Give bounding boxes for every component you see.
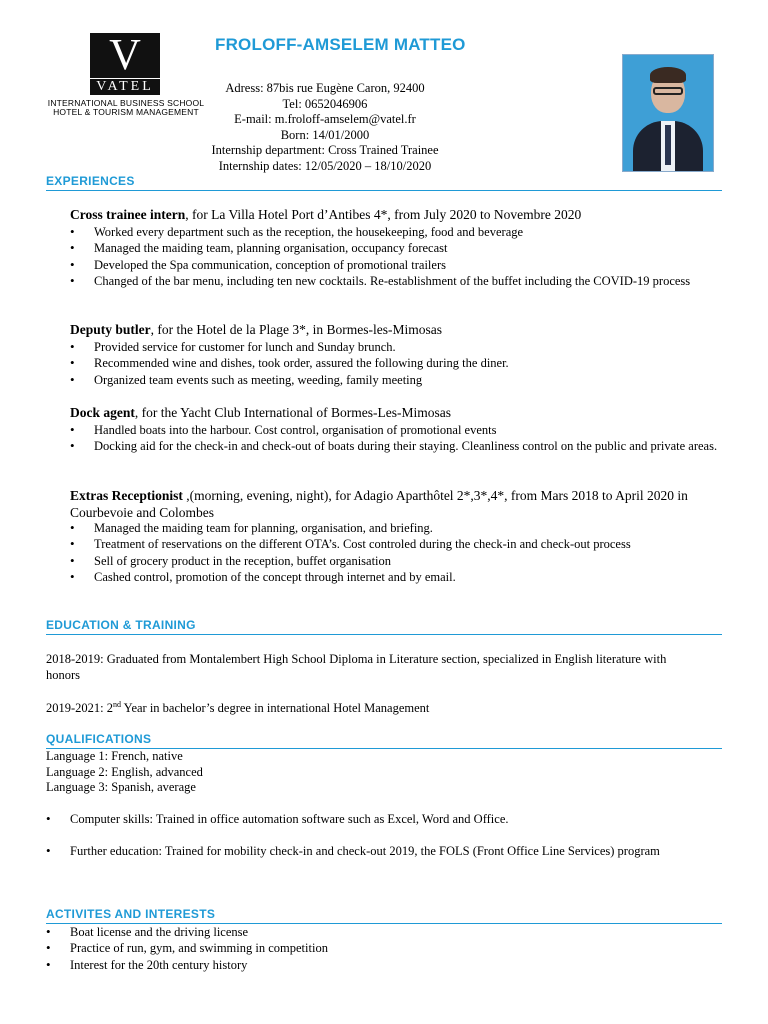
job-title-3: Dock agent, for the Yacht Club International of Bormes-Les-Mimosas xyxy=(70,405,451,420)
job-3-bullets xyxy=(70,422,722,455)
language-item: Language 1: French, native xyxy=(46,749,183,763)
list-item: • Managed the maiding team, planning organisation, occupancy forecast xyxy=(70,240,722,256)
list-item: • Cashed control, promotion of the concept through internet and by email. xyxy=(70,569,722,585)
candidate-name: FROLOFF-AMSELEM MATTEO xyxy=(215,35,466,54)
contact-birth: Born: 14/01/2000 xyxy=(280,127,370,142)
list-item: • Treatment of reservations on the different OTA’s. Cost controled during the check-in and check-out process xyxy=(70,536,722,552)
job-4-bullets xyxy=(70,520,722,586)
education-item-1: 2018-2019: Graduated from Montalembert High School Diploma in Literature section, specialized in English literature with honors xyxy=(46,652,667,683)
contact-email: E-mail: m.froloff-amselem@vatel.fr xyxy=(234,112,416,126)
contact-block xyxy=(190,81,460,174)
education-rule xyxy=(46,634,722,635)
list-item: • Practice of run, gym, and swimming in competition xyxy=(46,940,722,956)
list-item: • Organized team events such as meeting, weeding, family meeting xyxy=(70,372,722,388)
list-item: • Recommended wine and dishes, took order, assured the following during the diner. xyxy=(70,355,722,371)
language-item: Language 3: Spanish, average xyxy=(46,780,196,794)
list-item: • Managed the maiding team for planning, organisation, and briefing. xyxy=(70,520,722,536)
education-heading: EDUCATION & TRAINING xyxy=(46,618,196,632)
experiences-heading: EXPERIENCES xyxy=(46,174,135,188)
list-item: • Interest for the 20th century history xyxy=(46,957,722,973)
activities-heading: ACTIVITES AND INTERESTS xyxy=(46,907,216,921)
contact-department: Internship department: Cross Trained Trainee xyxy=(211,143,439,157)
job-2-bullets xyxy=(70,339,722,388)
list-item: • Changed of the bar menu, including ten new cocktails. Re-establishment of the buffet including the COVID-19 process xyxy=(70,273,722,289)
education-item-2: 2019-2021: 2nd Year in bachelor’s degree in international Hotel Management xyxy=(46,700,430,716)
logo-letter: V xyxy=(109,30,141,79)
list-item: • Handled boats into the harbour. Cost control, organisation of promotional events xyxy=(70,422,722,438)
further-education xyxy=(46,843,722,859)
language-item: Language 2: English, advanced xyxy=(46,764,203,779)
logo-tagline-1: INTERNATIONAL BUSINESS SCHOOL xyxy=(47,98,205,108)
job-title-1: Cross trainee intern, for La Villa Hotel Port d’Antibes 4*, from July 2020 to Novembre 2020 xyxy=(70,207,582,222)
qualifications-heading: QUALIFICATIONS xyxy=(46,732,152,746)
logo-wordmark: VATEL xyxy=(90,78,160,95)
list-item: • Sell of grocery product in the reception, buffet organisation xyxy=(70,553,722,569)
list-item: • Boat license and the driving license xyxy=(46,924,722,940)
contact-phone: Tel: 0652046906 xyxy=(282,96,368,111)
list-item: • Developed the Spa communication, conception of promotional trailers xyxy=(70,257,722,273)
contact-address: Adress: 87bis rue Eugène Caron, 92400 xyxy=(225,81,425,95)
list-item: • Further education: Trained for mobility check-in and check-out 2019, the FOLS (Front Office Line Services) program xyxy=(46,843,722,859)
experiences-rule xyxy=(46,190,722,191)
activities-list xyxy=(46,924,722,973)
languages-block xyxy=(46,749,203,796)
contact-dates: Internship dates: 12/05/2020 – 18/10/2020 xyxy=(218,158,432,173)
job-title-4: Extras Receptionist ,(morning, evening, night), for Adagio Aparthôtel 2*,3*,4*, from Mars 2018 to April 2020 in Courbevoie and Colombes xyxy=(70,488,688,520)
list-item: • Provided service for customer for lunch and Sunday brunch. xyxy=(70,339,722,355)
profile-photo xyxy=(622,54,714,172)
computer-skills xyxy=(46,811,722,827)
list-item: • Worked every department such as the reception, the housekeeping, food and beverage xyxy=(70,224,722,240)
list-item: • Computer skills: Trained in office automation software such as Excel, Word and Office. xyxy=(46,811,722,827)
logo-tagline-2: HOTEL & TOURISM MANAGEMENT xyxy=(53,107,199,117)
job-title-2: Deputy butler, for the Hotel de la Plage 3*, in Bormes-les-Mimosas xyxy=(70,322,442,337)
list-item: • Docking aid for the check-in and check-out of boats during their staying. Cleanliness control on the public and private areas. xyxy=(70,438,722,454)
job-1-bullets xyxy=(70,224,722,290)
